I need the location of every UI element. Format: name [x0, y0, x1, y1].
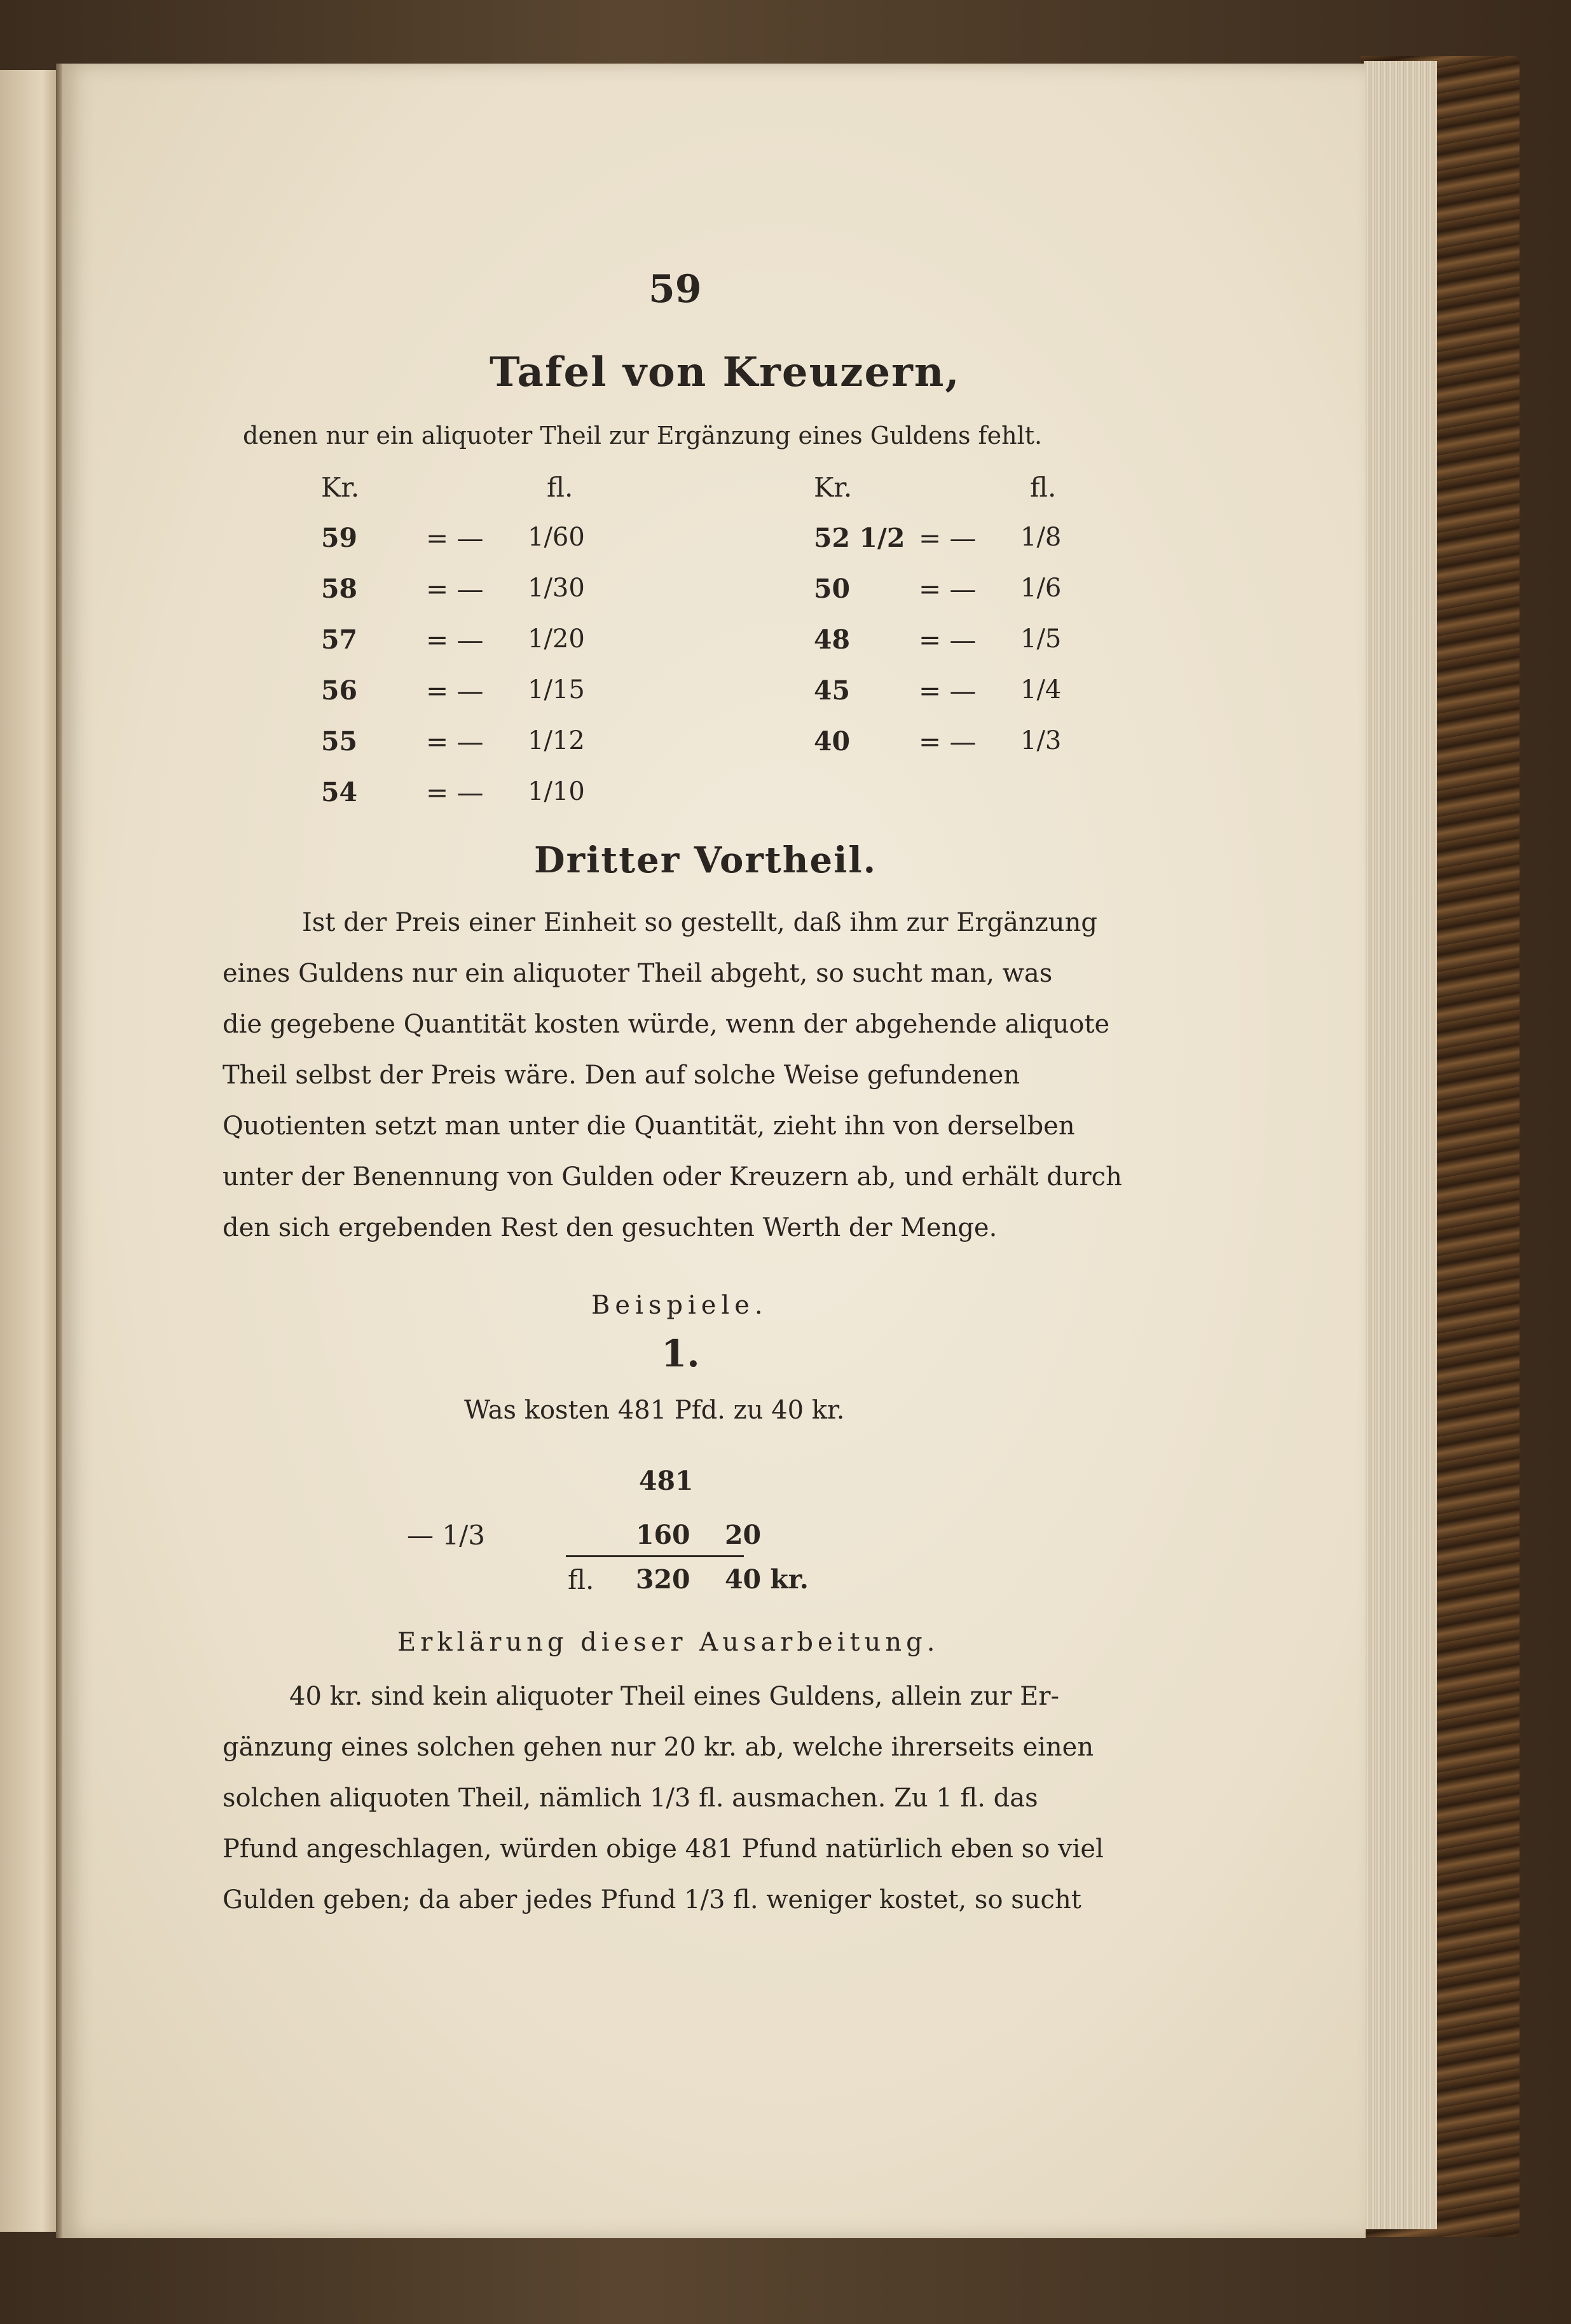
kr-value: 56 — [321, 675, 358, 706]
left-page-edge — [0, 70, 60, 2232]
explanation-heading: Erklärung dieser Ausarbeitung. — [397, 1628, 940, 1657]
explanation-line: solchen aliquoten Theil, nämlich 1/3 fl. ausmachen. Zu 1 fl. das — [223, 1784, 1038, 1813]
explanation-line: 40 kr. sind kein aliquoter Theil eines Guldens, allein zur Er- — [289, 1682, 1059, 1711]
equals-dash: = — — [426, 675, 484, 706]
header-kr-left: Kr. — [321, 472, 360, 503]
equals-dash: = — — [919, 574, 977, 605]
kr-value: 52 1/2 — [814, 523, 905, 553]
kr-value: 58 — [321, 574, 358, 604]
paragraph-line: Quotienten setzt man unter die Quantität, zieht ihn von derselben — [223, 1111, 1075, 1141]
calc-unit-fl: fl. — [568, 1564, 594, 1595]
header-kr-right: Kr. — [814, 472, 853, 503]
calc-sub-kr: 20 — [725, 1520, 762, 1550]
paragraph-line: die gegebene Quantität kosten würde, wenn der abgehende aliquote — [223, 1010, 1110, 1039]
kr-value: 40 — [814, 726, 851, 757]
equals-dash: = — — [919, 726, 977, 757]
header-fl-left: fl. — [547, 472, 573, 503]
explanation-line: gänzung eines solchen gehen nur 20 kr. ab, welche ihrerseits einen — [223, 1733, 1094, 1762]
kr-value: 59 — [321, 523, 358, 553]
equals-dash: = — — [426, 523, 484, 554]
fl-fraction: 1/20 — [528, 624, 585, 654]
equals-dash: = — — [919, 523, 977, 554]
calc-result-kr: 40 kr. — [725, 1564, 809, 1595]
fl-fraction: 1/6 — [1020, 574, 1062, 603]
kr-value: 48 — [814, 624, 851, 655]
paragraph-line: Ist der Preis einer Einheit so gestellt, daß ihm zur Ergänzung — [302, 908, 1097, 937]
calc-result-fl: 320 — [636, 1564, 690, 1595]
kr-value: 57 — [321, 624, 358, 655]
fl-fraction: 1/8 — [1020, 523, 1062, 552]
kr-value: 55 — [321, 726, 358, 757]
fl-fraction: 1/30 — [528, 574, 585, 603]
equals-dash: = — — [426, 726, 484, 757]
equals-dash: = — — [919, 624, 977, 656]
paragraph-line: unter der Benennung von Gulden oder Kreuzern ab, und erhält durch — [223, 1162, 1122, 1192]
page-edges — [1364, 61, 1437, 2229]
kr-value: 54 — [321, 777, 358, 808]
paragraph-line: den sich ergebenden Rest den gesuchten Werth der Menge. — [223, 1213, 998, 1242]
example-question: Was kosten 481 Pfd. zu 40 kr. — [464, 1396, 845, 1425]
examples-heading: Beispiele. — [591, 1291, 768, 1320]
paragraph-line: eines Guldens nur ein aliquoter Theil abgeht, so sucht man, was — [223, 959, 1053, 988]
explanation-line: Pfund angeschlagen, würden obige 481 Pfund natürlich eben so viel — [223, 1834, 1104, 1864]
header-fl-right: fl. — [1030, 472, 1057, 503]
table-title: Tafel von Kreuzern, — [490, 348, 961, 396]
equals-dash: = — — [426, 777, 484, 808]
section-heading: Dritter Vortheil. — [534, 839, 877, 881]
example-number: 1. — [661, 1332, 700, 1375]
fl-fraction: 1/60 — [528, 523, 585, 552]
fl-fraction: 1/3 — [1020, 726, 1062, 755]
kr-value: 45 — [814, 675, 851, 706]
fl-fraction: 1/4 — [1020, 675, 1062, 705]
calc-rule — [566, 1555, 744, 1557]
fl-fraction: 1/10 — [528, 777, 585, 806]
calc-quantity: 481 — [639, 1466, 694, 1496]
calc-sub-fl: 160 — [636, 1520, 690, 1550]
equals-dash: = — — [426, 624, 484, 656]
kr-value: 50 — [814, 574, 851, 604]
equals-dash: = — — [426, 574, 484, 605]
page-number: 59 — [648, 267, 702, 312]
calc-minus-fraction: — 1/3 — [407, 1520, 485, 1551]
explanation-line: Gulden geben; da aber jedes Pfund 1/3 fl. weniger kostet, so sucht — [223, 1885, 1081, 1915]
equals-dash: = — — [919, 675, 977, 706]
fl-fraction: 1/12 — [528, 726, 585, 755]
fl-fraction: 1/15 — [528, 675, 585, 705]
fl-fraction: 1/5 — [1020, 624, 1062, 654]
table-subtitle: denen nur ein aliquoter Theil zur Ergänzung eines Guldens fehlt. — [243, 422, 1043, 450]
paragraph-line: Theil selbst der Preis wäre. Den auf solche Weise gefundenen — [223, 1061, 1020, 1090]
